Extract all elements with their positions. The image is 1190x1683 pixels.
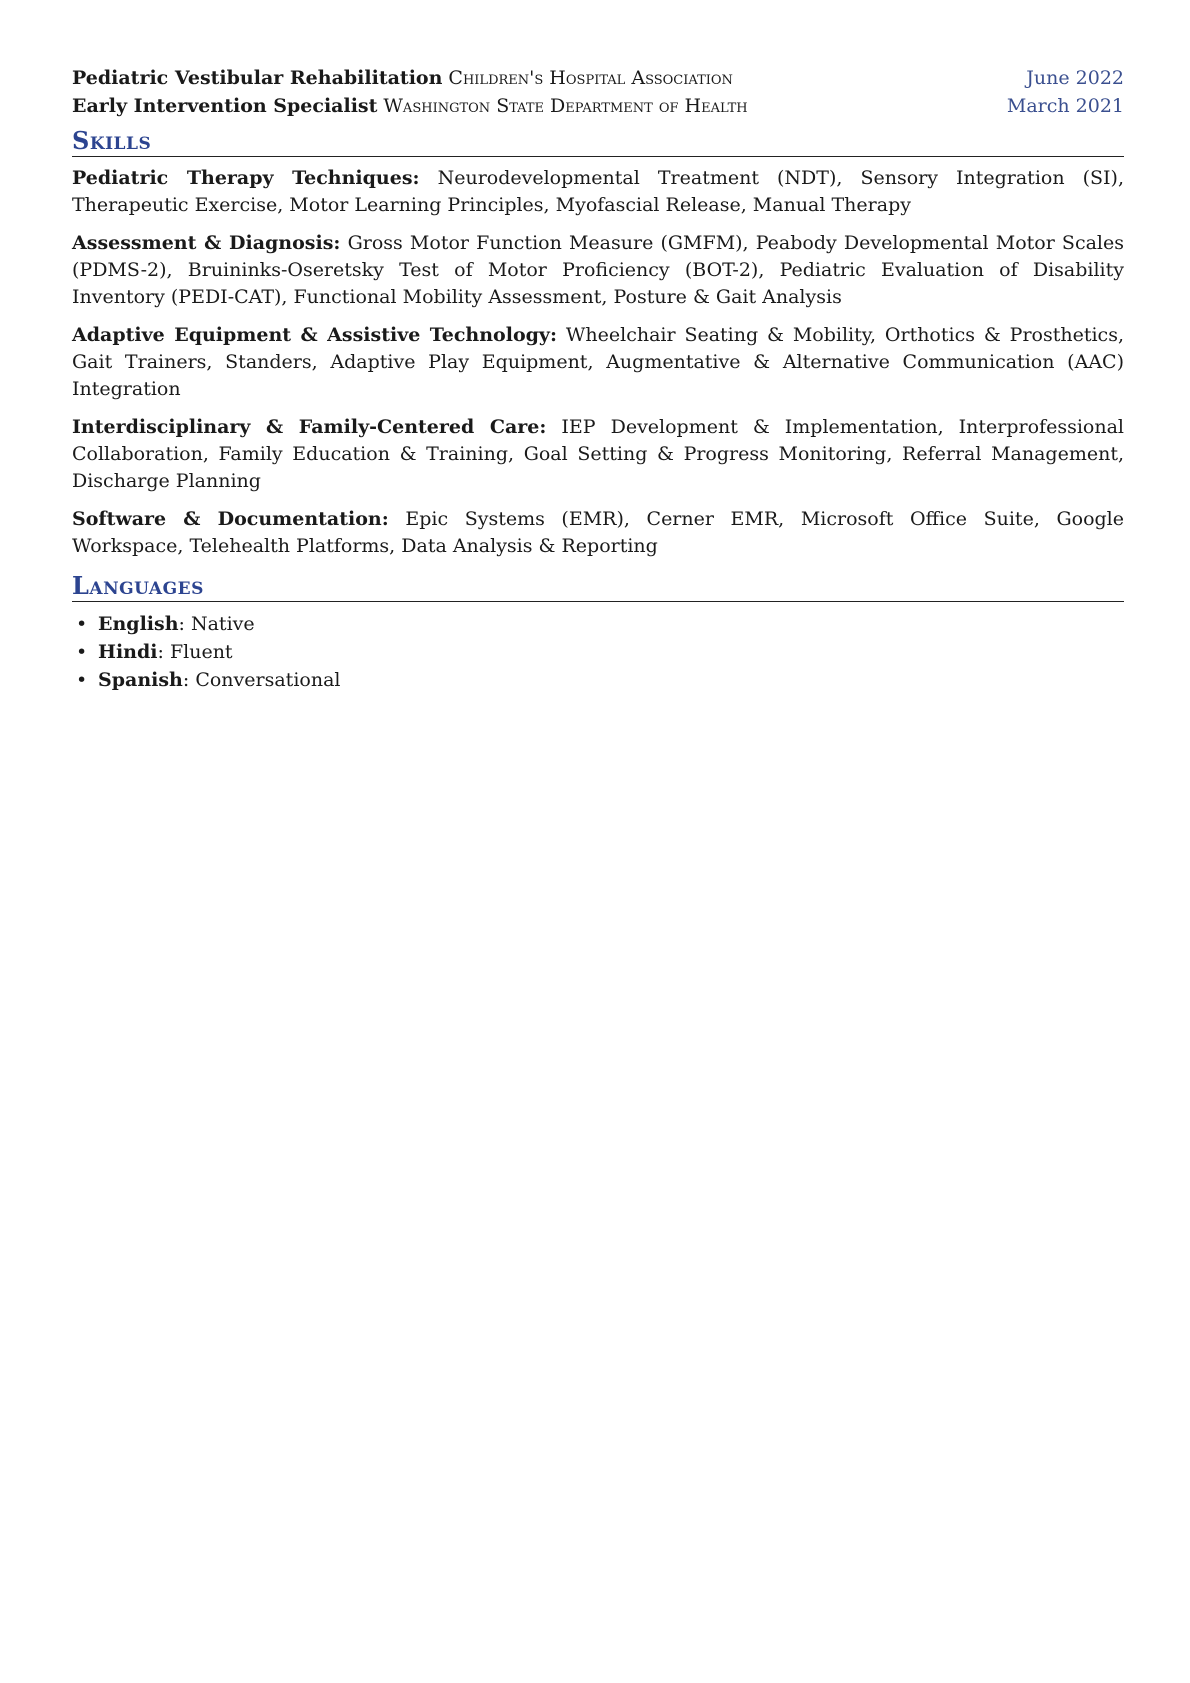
skill-entry <box>72 230 1124 311</box>
bullet-icon: • <box>76 641 88 663</box>
languages-list <box>72 610 1124 694</box>
language-name: Hindi <box>98 641 158 663</box>
language-level: Fluent <box>169 641 233 663</box>
skills-heading: Skills <box>72 126 1124 157</box>
skill-list: Epic Systems (EMR), Cerner EMR, Microsoft Office Suite, Google Workspace, Telehealth Platforms, Data Analysis & Reporting <box>72 508 1124 557</box>
language-name: English <box>98 613 179 635</box>
certification-entry <box>72 64 1124 92</box>
certification-main <box>72 92 748 120</box>
skill-category: Software & Documentation: <box>72 508 389 530</box>
certification-date: March 2021 <box>1006 95 1124 117</box>
skill-category: Pediatric Therapy Techniques: <box>72 167 420 189</box>
skill-entry <box>72 322 1124 403</box>
skill-entry <box>72 506 1124 560</box>
skill-category: Assessment & Diagnosis: <box>72 232 341 254</box>
certification-main <box>72 64 733 92</box>
certification-title: Early Intervention Specialist <box>72 95 378 117</box>
skill-list: Gross Motor Function Measure (GMFM), Peabody Developmental Motor Scales (PDMS-2), Bruininks-Oseretsky Test of Motor Proficiency (BOT-2), Pediatric Evaluation of Disability Inventory (PEDI-CAT), Functional Mobility Assessment, Posture & Gait Analysis <box>72 232 1124 308</box>
skill-entry <box>72 414 1124 495</box>
language-name: Spanish <box>98 669 183 691</box>
skill-list: Neurodevelopmental Treatment (NDT), Sensory Integration (SI), Therapeutic Exercise, Motor Learning Principles, Myofascial Release, Manual Therapy <box>72 167 1125 216</box>
bullet-icon: • <box>76 669 88 691</box>
skill-entry <box>72 165 1124 219</box>
skill-list: Wheelchair Seating & Mobility, Orthotics & Prosthetics, Gait Trainers, Standers, Adaptive Play Equipment, Augmentative & Alternative Communication (AAC) Integration <box>72 324 1124 400</box>
skill-category: Adaptive Equipment & Assistive Technology: <box>72 324 557 346</box>
language-item: • English: Native <box>72 610 1124 638</box>
certification-title: Pediatric Vestibular Rehabilitation <box>72 67 443 89</box>
language-item: • Hindi: Fluent <box>72 638 1124 666</box>
language-item: • Spanish: Conversational <box>72 666 1124 694</box>
certification-organization: Washington State Department of Health <box>383 95 748 117</box>
language-level: Conversational <box>195 669 341 691</box>
language-level: Native <box>190 613 255 635</box>
skill-list: IEP Development & Implementation, Interprofessional Collaboration, Family Education & Training, Goal Setting & Progress Monitoring, Referral Management, Discharge Planning <box>72 416 1124 492</box>
resume-page <box>72 64 1124 694</box>
certification-entry <box>72 92 1124 120</box>
certification-date: June 2022 <box>1026 67 1124 89</box>
skill-category: Interdisciplinary & Family-Centered Care: <box>72 416 547 438</box>
certification-organization: Children's Hospital Association <box>448 67 733 89</box>
bullet-icon: • <box>76 613 88 635</box>
languages-heading: Languages <box>72 571 1124 602</box>
